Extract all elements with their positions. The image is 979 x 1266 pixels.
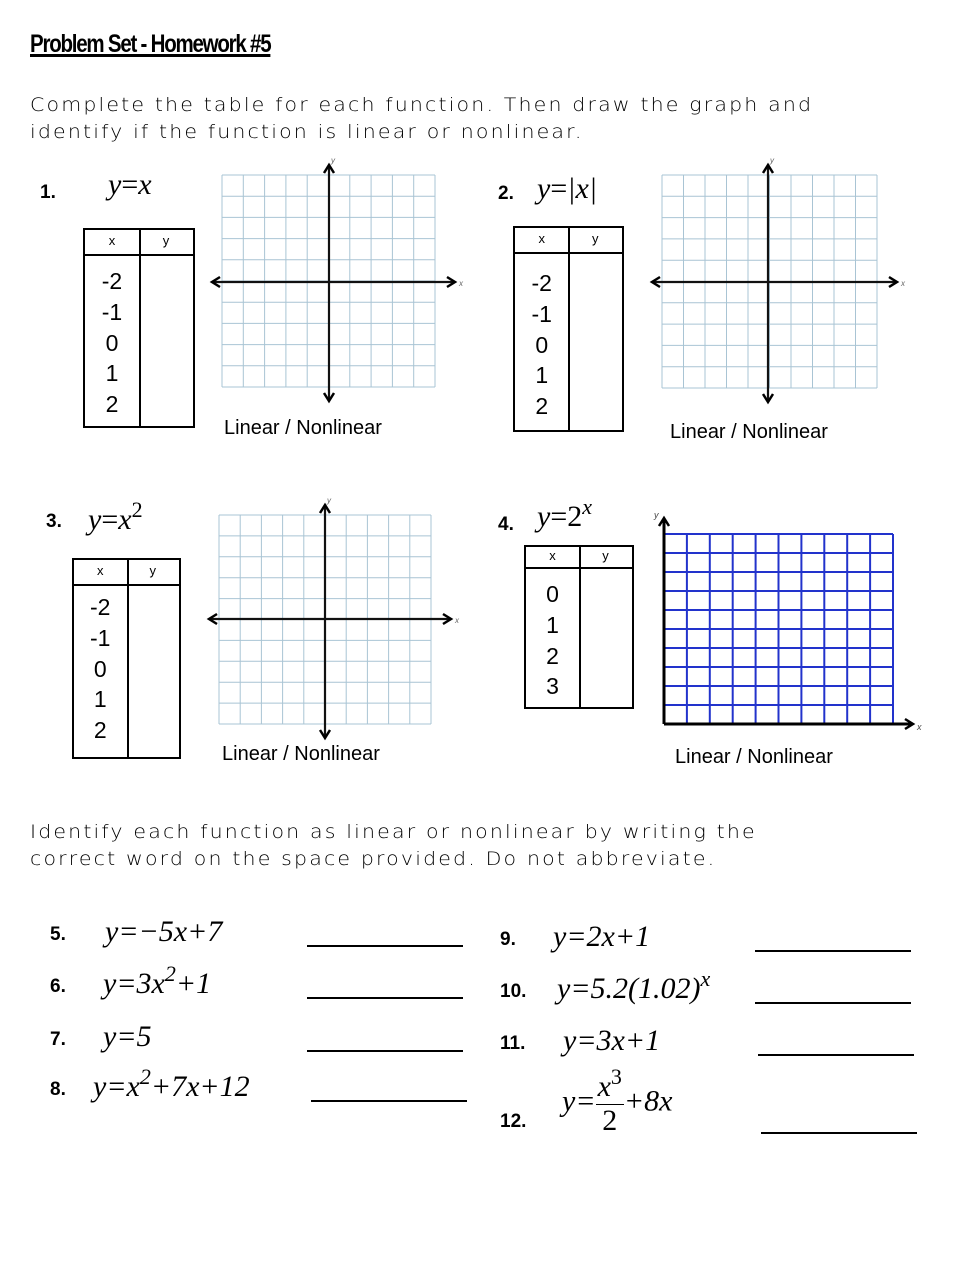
- eq-exponent: 2: [131, 497, 143, 522]
- table-divider: [579, 547, 581, 707]
- eq-part: +8x: [623, 1084, 673, 1118]
- xy-table: [524, 545, 634, 709]
- answer-blank[interactable]: [307, 945, 463, 947]
- item-number: 5.: [50, 924, 66, 945]
- eq-part: y=3x+1: [563, 1024, 661, 1057]
- denominator: 2: [602, 1104, 618, 1137]
- linear-nonlinear-label: Linear / Nonlinear: [670, 421, 828, 443]
- eq-part: y=−5x+7: [105, 915, 223, 948]
- item-equation: [93, 1064, 250, 1104]
- item-equation: [105, 915, 222, 949]
- y-header: y: [592, 231, 599, 246]
- x-header: x: [538, 231, 545, 246]
- x-axis-label: x: [901, 279, 905, 288]
- eq-part: y=3x: [103, 967, 165, 1000]
- eq-part: 2: [567, 500, 583, 533]
- item-number: 12.: [500, 1111, 527, 1132]
- eq-part: y=5: [103, 1020, 152, 1053]
- eq-exponent: 2: [139, 1064, 151, 1089]
- eq-exponent: x: [700, 966, 711, 991]
- eq-part: y=5.2(1.02): [557, 972, 701, 1005]
- y-header: y: [162, 233, 170, 248]
- y-axis-label: y: [770, 158, 774, 165]
- x-values: -2 -1 0 1 2: [101, 268, 123, 418]
- answer-blank[interactable]: [311, 1100, 467, 1102]
- item-equation: [103, 1020, 152, 1054]
- eq-part: |x|: [567, 172, 598, 205]
- eq-part: y: [537, 172, 551, 205]
- instructions-graphing: [30, 92, 813, 146]
- numerator: x: [597, 1070, 611, 1103]
- item-number: 6.: [50, 976, 66, 997]
- page-title: Problem Set - Homework #5: [30, 30, 271, 58]
- table-divider: [127, 560, 129, 757]
- eq-part: y: [108, 168, 122, 201]
- y-axis-label: y: [654, 510, 659, 520]
- x-axis-label: x: [455, 616, 459, 625]
- x-header: x: [97, 563, 104, 578]
- eq-part: +7x+12: [150, 1070, 250, 1103]
- x-axis-label: x: [459, 279, 463, 288]
- item-number: 7.: [50, 1029, 66, 1050]
- item-equation: [557, 966, 711, 1006]
- x-values: -2 -1 0 1 2: [531, 270, 552, 420]
- item-equation: [562, 1064, 673, 1137]
- answer-blank[interactable]: [755, 1002, 911, 1004]
- eq-part: y: [537, 500, 551, 533]
- instruction-line: Complete the table for each function. Then draw the graph and: [30, 94, 814, 116]
- answer-blank[interactable]: [307, 997, 463, 999]
- eq-exponent: x: [582, 494, 593, 519]
- problem-number: 2.: [498, 183, 514, 204]
- eq-part: y=x: [93, 1070, 140, 1103]
- item-number: 10.: [500, 981, 527, 1002]
- problem-equation: [88, 497, 143, 537]
- coordinate-grid[interactable]: [645, 508, 930, 738]
- x-header: x: [108, 233, 116, 248]
- item-equation: [563, 1024, 660, 1058]
- eq-part: y: [88, 503, 102, 536]
- y-header: y: [149, 563, 156, 578]
- instruction-line: identify if the function is linear or nonlinear.: [30, 121, 584, 143]
- eq-exponent: 3: [610, 1064, 622, 1089]
- y-axis-label: y: [331, 158, 335, 165]
- problem-number: 4.: [498, 514, 514, 535]
- linear-nonlinear-label: Linear / Nonlinear: [224, 417, 382, 439]
- eq-part: =: [101, 503, 119, 536]
- fraction: [596, 1064, 624, 1137]
- answer-blank[interactable]: [307, 1050, 463, 1052]
- eq-part: y=: [562, 1084, 596, 1118]
- eq-part: +1: [175, 967, 212, 1000]
- x-axis-label: x: [917, 722, 922, 732]
- answer-blank[interactable]: [755, 950, 911, 952]
- item-equation: [103, 961, 212, 1001]
- item-number: 9.: [500, 929, 516, 950]
- xy-table: [83, 228, 195, 428]
- item-number: 8.: [50, 1079, 66, 1100]
- item-equation: [553, 920, 650, 954]
- problem-equation: [537, 494, 593, 534]
- instruction-line: correct word on the space provided. Do not abbreviate.: [30, 848, 717, 870]
- problem-equation: [108, 168, 152, 202]
- problem-number: 3.: [46, 511, 62, 532]
- item-number: 11.: [500, 1033, 526, 1054]
- linear-nonlinear-label: Linear / Nonlinear: [222, 743, 380, 765]
- xy-table: [72, 558, 181, 759]
- table-divider: [139, 230, 141, 426]
- problem-equation: [537, 172, 597, 206]
- eq-part: x: [138, 168, 152, 201]
- eq-part: =: [550, 500, 568, 533]
- eq-part: =: [121, 168, 139, 201]
- xy-table: [513, 226, 624, 432]
- x-header: x: [549, 548, 556, 563]
- eq-part: =: [550, 172, 568, 205]
- instructions-identify: [30, 819, 757, 873]
- answer-blank[interactable]: [758, 1054, 914, 1056]
- coordinate-grid[interactable]: [645, 158, 910, 408]
- instruction-line: Identify each function as linear or nonlinear by writing the: [30, 821, 757, 843]
- x-values: -2 -1 0 1 2: [90, 594, 111, 744]
- y-header: y: [602, 548, 609, 563]
- x-values: 0 1 2 3: [546, 581, 559, 700]
- linear-nonlinear-label: Linear / Nonlinear: [675, 746, 833, 768]
- problem-number: 1.: [40, 182, 56, 203]
- coordinate-grid[interactable]: [202, 498, 467, 743]
- coordinate-grid[interactable]: [205, 158, 465, 408]
- eq-part: x: [118, 503, 132, 536]
- eq-part: y=2x+1: [553, 920, 651, 953]
- eq-exponent: 2: [164, 961, 176, 986]
- answer-blank[interactable]: [761, 1132, 917, 1134]
- y-axis-label: y: [327, 498, 331, 505]
